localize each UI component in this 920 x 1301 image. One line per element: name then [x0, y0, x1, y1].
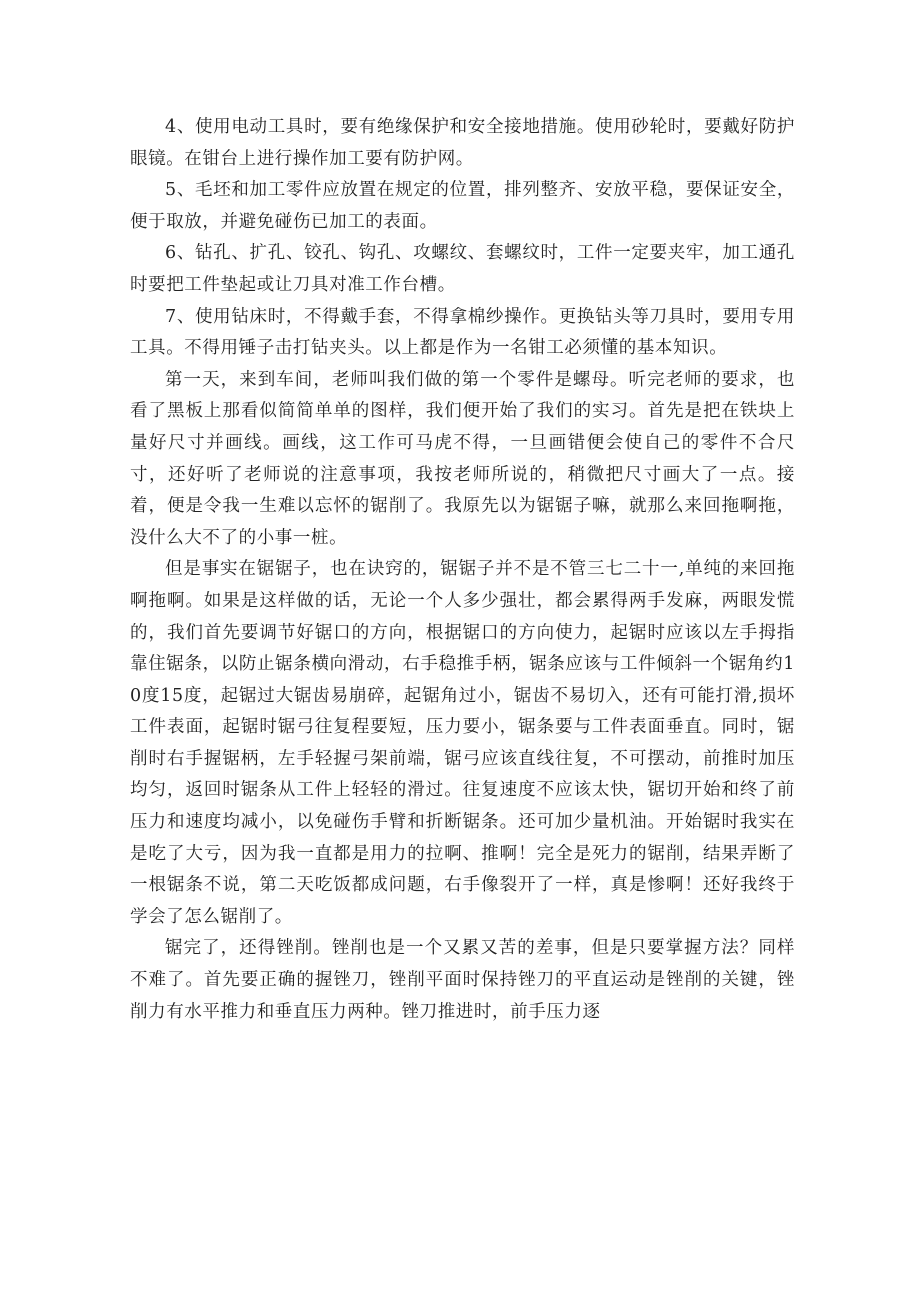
paragraph-safety-rule-7: 7、使用钻床时，不得戴手套，不得拿棉纱操作。更换钻头等刀具时，要用专用工具。不得用锤子击打钻夹头。以上都是作为一名钳工必须懂的基本知识。	[130, 306, 795, 359]
paragraph-sawing: 但是事实在锯锯子，也在诀窍的，锯锯子并不是不管三七二十一,单纯的来回拖啊拖啊。如果是这样做的话，无论一个人多少强壮，都会累得两手发麻，两眼发慌的，我们首先要调节好锯口的方向，根据锯口的方向使力，起锯时应该以左手拇指靠住锯条，以防止锯条横向滑动，右手稳推手柄，锯条应该与工件倾斜一个锯角约10度15度，起锯过大锯齿易崩碎，起锯角过小，锯齿不易切入，还有可能打滑,损坏工件表面，起锯时锯弓往复程要短，压力要小，锯条要与工件表面垂直。同时，锯削时右手握锯柄，左手轻握弓架前端，锯弓应该直线往复，不可摆动，前推时加压均匀，返回时锯条从工件上轻轻的滑过。往复速度不应该太快，锯切开始和终了前压力和速度均减小，以免碰伤手臂和折断锯条。还可加少量机油。开始锯时我实在是吃了大亏，因为我一直都是用力的拉啊、推啊！完全是死力的锯削，结果弄断了一根锯条不说，第二天吃饭都成问题，右手像裂开了一样，真是惨啊！还好我终于学会了怎么锯削了。	[130, 559, 795, 927]
paragraph-safety-rule-6: 6、钻孔、扩孔、铰孔、钩孔、攻螺纹、套螺纹时，工件一定要夹牢，加工通孔时要把工件垫起或让刀具对准工作台槽。	[130, 243, 795, 295]
paragraph-filing: 锯完了，还得锉削。锉削也是一个又累又苦的差事，但是只要掌握方法？同样不难了。首先要正确的握锉刀，锉削平面时保持锉刀的平直运动是锉削的关键，锉削力有水平推力和垂直压力两种。锉刀推进时，前手压力逐	[130, 938, 795, 1022]
paragraph-first-day: 第一天，来到车间，老师叫我们做的第一个零件是螺母。听完老师的要求，也看了黑板上那看似简简单单的图样，我们便开始了我们的实习。首先是把在铁块上量好尺寸并画线。画线，这工作可马虎不得，一旦画错便会使自己的零件不合尺寸，还好听了老师说的注意事项，我按老师所说的，稍微把尺寸画大了一点。接着，便是令我一生难以忘怀的锯削了。我原先以为锯锯子嘛，就那么来回拖啊拖，没什么大不了的小事一桩。	[130, 369, 795, 548]
paragraph-safety-rule-5: 5、毛坯和加工零件应放置在规定的位置，排列整齐、安放平稳，要保证安全，便于取放，并避免碰伤已加工的表面。	[130, 180, 795, 232]
document-body	[130, 112, 795, 1028]
paragraph-safety-rule-4: 4、使用电动工具时，要有绝缘保护和安全接地措施。使用砂轮时，要戴好防护眼镜。在钳台上进行操作加工要有防护网。	[130, 117, 795, 169]
